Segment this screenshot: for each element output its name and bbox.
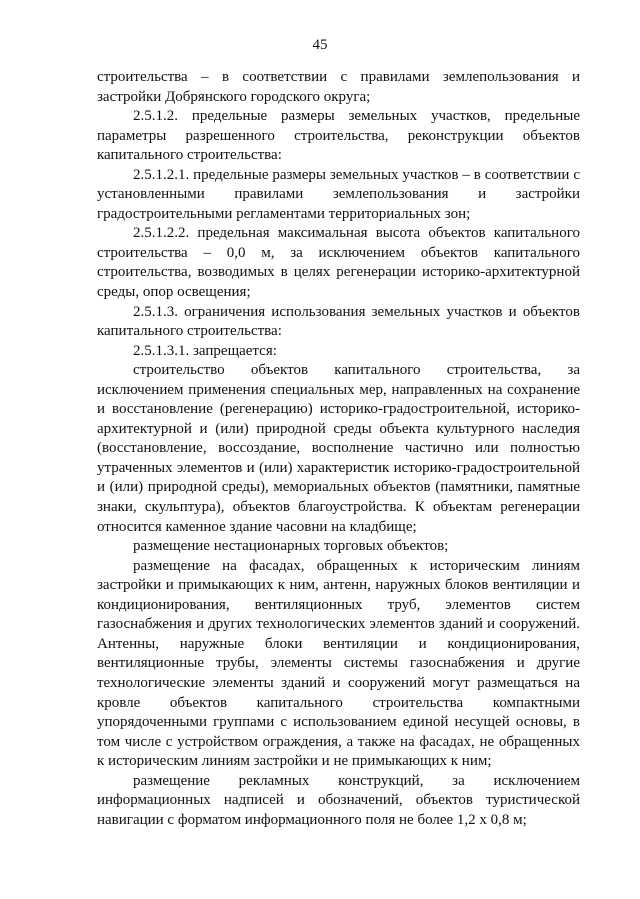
paragraph: размещение на фасадах, обращенных к историческим линиям застройки и примыкающих к ним, антенн, наружных блоков вентиляции и кондиционирования, вентиляционных труб, элементов систем газоснабжения и других технологических элементов зданий и сооружений. Антенны, наружные блоки вентиляции и кондиционирования, вентиляционные трубы, элементы системы газоснабжения и другие технологические элементы зданий и сооружений могут размещаться на кровле объектов капитального строительства компактными упорядоченными группами с использованием единой несущей основы, в том числе с устройством ограждения, а также на фасадах, не обращенных к историческим линиям застройки и не примыкающих к ним; [97, 557, 580, 770]
paragraph: размещение рекламных конструкций, за исключением информационных надписей и обозначений, объектов туристической навигации с форматом информационного поля не более 1,2 х 0,8 м; [97, 772, 580, 828]
paragraph: 2.5.1.2. предельные размеры земельных участков, предельные параметры разрешенного строительства, реконструкции объектов капитального строительства: [97, 108, 580, 164]
paragraph: 2.5.1.3. ограничения использования земельных участков и объектов капитального строительства: [97, 303, 580, 340]
paragraph: размещение нестационарных торговых объектов; [133, 538, 449, 555]
paragraph: 2.5.1.2.1. предельные размеры земельных участков – в соответствии с установленными правилами землепользования и застройки градостроительными регламентами территориальных зон; [97, 166, 580, 222]
paragraph: строительство объектов капитального строительства, за исключением применения специальных мер, направленных на сохранение и восстановление (регенерацию) историко-градостроительной, историко-архитектурной и (или) природной среды объекта культурного наследия (восстановление, воссоздание, восполнение частично или полностью утраченных элементов и (или) характеристик историко-градостроительной и (или) природной среды), мемориальных объектов (памятники, памятные знаки, скульптура), объектов благоустройства. К объектам регенерации относится каменное здание часовни на кладбище; [97, 362, 580, 535]
document-body [97, 68, 580, 830]
paragraph: 2.5.1.3.1. запрещается: [133, 342, 277, 359]
paragraph: 2.5.1.2.2. предельная максимальная высота объектов капитального строительства – 0,0 м, за исключением объектов капитального строительства, возводимых в целях регенерации историко-архитектурной среды, опор освещения; [97, 225, 580, 301]
paragraph: строительства – в соответствии с правилами землепользования и застройки Добрянского городского округа; [97, 69, 580, 105]
page-number: 45 [312, 37, 328, 53]
